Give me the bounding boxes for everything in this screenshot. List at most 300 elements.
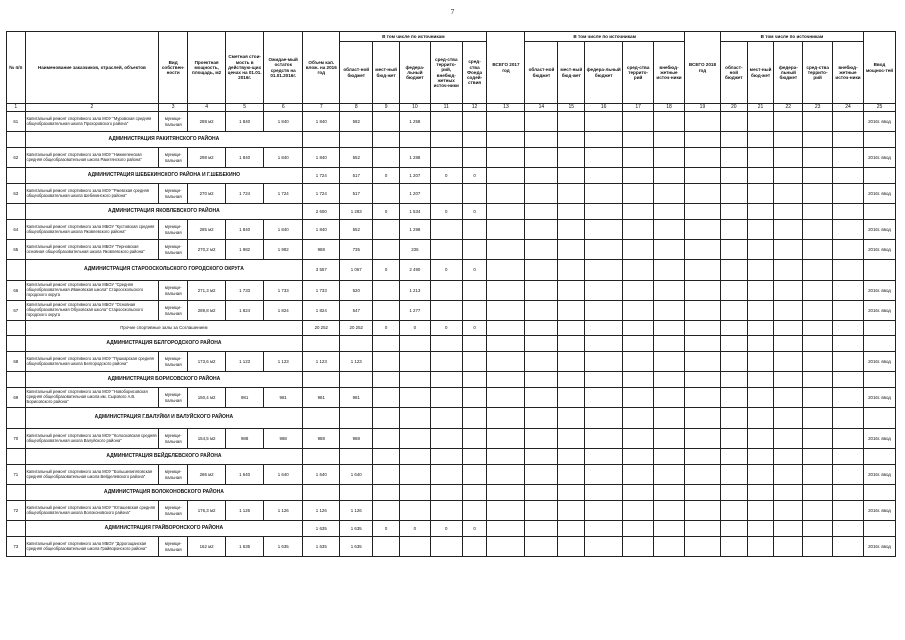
empty-cell [623,485,654,501]
regional-budget-value: 552 [340,220,373,240]
section-fed-value [399,408,430,429]
empty-cell [525,485,558,501]
fund-value [462,465,487,485]
ownership-type: муници-пальная [159,281,188,301]
empty-cell [803,321,833,336]
empty-cell [720,372,747,388]
empty-cell [774,336,803,352]
federal-budget-value: 1 277 [399,301,430,321]
src-fund-header: сред-ства Фонда содей-ствия [462,42,487,104]
empty-cell [720,240,747,260]
section-ter-value: 0 [430,260,462,281]
empty-cell [774,321,803,336]
empty-cell [803,537,833,557]
local-budget-value [373,501,400,521]
row-number: 62 [7,148,26,168]
empty-cell [863,336,895,352]
empty-cell [623,112,654,132]
empty-cell [585,408,623,429]
col-capacity-header: Проектная мощность, площадь, м2 [188,32,226,104]
row-number: 70 [7,429,26,449]
section-ter-value [430,336,462,352]
empty-cell [585,148,623,168]
section-loc-value [373,336,400,352]
empty-cell [774,372,803,388]
section-ter-value: 0 [430,204,462,220]
empty-cell [747,260,774,281]
empty-cell [487,301,525,321]
empty-cell [803,336,833,352]
empty-cell [684,321,720,336]
empty-cell [525,184,558,204]
empty-cell [558,372,585,388]
column-number-cell: 4 [188,104,226,112]
empty-cell [487,352,525,372]
empty-cell [720,132,747,148]
empty-cell [525,449,558,465]
table-row [7,429,896,449]
empty-cell [833,112,864,132]
empty-cell [585,112,623,132]
table-row [7,352,896,372]
empty-cell [747,240,774,260]
empty-cell [585,281,623,301]
empty-cell [720,485,747,501]
empty-cell [654,388,685,408]
federal-budget-value [399,388,430,408]
section-reg-value [340,372,373,388]
column-number-cell: 18 [654,104,685,112]
section-fund-value [462,372,487,388]
col-ownership-header: Вид собствен-ности [159,32,188,104]
empty-cell [654,501,685,521]
estimate-value: 1 733 [226,281,264,301]
empty-cell [833,281,864,301]
estimate-value: 1 640 [226,465,264,485]
empty-cell [684,449,720,465]
remaining-value: 1 640 [264,465,303,485]
empty-cell [684,408,720,429]
empty-cell [833,260,864,281]
input-status: 2016г. ввод [863,501,895,521]
empty-cell [654,408,685,429]
column-number-cell: 25 [863,104,895,112]
section-row [7,260,896,281]
empty-cell [684,485,720,501]
empty-cell [747,112,774,132]
object-name: Капитальный ремонт спортивного зала МОУ "Ржевская средняя общеобразовательная школа Шебекинского района" [25,184,159,204]
fund-value [462,388,487,408]
input-status: 2016г. ввод [863,148,895,168]
empty-cell [525,132,558,148]
input-status: 2016г. ввод [863,465,895,485]
empty-cell [863,204,895,220]
section-row [7,449,896,465]
empty-cell [803,168,833,184]
column-number-cell: 14 [525,104,558,112]
empty-cell [684,336,720,352]
empty-cell [654,112,685,132]
empty-cell [863,321,895,336]
ownership-type: муници-пальная [159,429,188,449]
empty-cell [487,336,525,352]
empty-cell [654,184,685,204]
empty-cell [558,112,585,132]
empty-cell [585,220,623,240]
empty-cell [720,281,747,301]
empty-cell [585,336,623,352]
section-title: АДМИНИСТРАЦИЯ ВЕЙДЕЛЕВСКОГО РАЙОНА [25,449,303,465]
empty-cell [833,168,864,184]
empty-cell [774,148,803,168]
empty-cell [558,388,585,408]
empty-cell [684,168,720,184]
empty-cell [7,449,26,465]
empty-cell [585,168,623,184]
empty-cell [774,168,803,184]
section-row [7,168,896,184]
empty-cell [720,112,747,132]
empty-cell [623,372,654,388]
fund-value [462,112,487,132]
empty-cell [623,408,654,429]
fund-value [462,501,487,521]
local-budget-value [373,281,400,301]
section-fed-value [399,485,430,501]
empty-cell [585,501,623,521]
empty-cell [585,352,623,372]
remaining-value: 1 840 [264,220,303,240]
empty-cell [7,372,26,388]
section-fed-value: 2 490 [399,260,430,281]
empty-cell [833,537,864,557]
section-ter-value [430,132,462,148]
section-vol-value [303,485,340,501]
input-status: 2016г. ввод [863,220,895,240]
empty-cell [684,521,720,537]
empty-cell [803,184,833,204]
empty-cell [833,240,864,260]
local-budget-value [373,429,400,449]
fund-value [462,429,487,449]
empty-cell [558,537,585,557]
section-vol-value [303,372,340,388]
empty-cell [863,521,895,537]
section-fed-value: 0 [399,321,430,336]
object-name: Капитальный ремонт спортивного зала МОУ "Муровская средняя общеобразовательная школа Прохоровского района" [25,112,159,132]
empty-cell [774,204,803,220]
section-title: АДМИНИСТРАЦИЯ БЕЛГОРОДСКОГО РАЙОНА [25,336,303,352]
local-budget-value [373,465,400,485]
local-budget-value [373,148,400,168]
empty-cell [585,429,623,449]
empty-cell [747,321,774,336]
capacity-value: 173,6 м2 [188,352,226,372]
volume-2016-value: 981 [303,388,340,408]
section-vol-value: 20 252 [303,321,340,336]
empty-cell [747,372,774,388]
object-name: Капитальный ремонт спортивного зала МОУ "Юташевская средняя общеобразовательная школа Волоконовского района" [25,501,159,521]
regional-budget-value: 735 [340,240,373,260]
column-number-cell: 10 [399,104,430,112]
table-row [7,112,896,132]
empty-cell [7,336,26,352]
section-fed-value: 0 [399,521,430,537]
empty-cell [720,204,747,220]
territorial-value [430,281,462,301]
empty-cell [747,501,774,521]
section-loc-value: 0 [373,204,400,220]
section-fund-value: 0 [462,321,487,336]
ownership-type: муници-пальная [159,465,188,485]
empty-cell [487,388,525,408]
empty-cell [558,260,585,281]
empty-cell [623,336,654,352]
src-offbudget-header: внебюд-жетные источ-ники [654,42,685,104]
estimate-value: 1 635 [226,537,264,557]
empty-cell [863,408,895,429]
empty-cell [803,112,833,132]
object-name: Капитальный ремонт спортивного зала МОУ "Колосковская средняя общеобразовательная школа Валуйского района" [25,429,159,449]
section-fund-value: 0 [462,260,487,281]
row-number: 66 [7,281,26,301]
volume-2016-value: 1 840 [303,220,340,240]
table-row [7,240,896,260]
empty-cell [684,281,720,301]
total-title: Прочие спортивные залы за Соглашением [25,321,303,336]
empty-cell [774,220,803,240]
empty-cell [654,336,685,352]
empty-cell [7,321,26,336]
empty-cell [525,148,558,168]
empty-cell [654,537,685,557]
section-reg-value: 1 635 [340,521,373,537]
empty-cell [833,132,864,148]
input-status: 2016г. ввод [863,429,895,449]
empty-cell [774,388,803,408]
remaining-value: 1 824 [264,301,303,321]
empty-cell [558,485,585,501]
empty-cell [774,240,803,260]
empty-cell [833,148,864,168]
section-vol-value: 1 635 [303,521,340,537]
territorial-value [430,301,462,321]
empty-cell [774,408,803,429]
empty-cell [654,372,685,388]
section-reg-value [340,132,373,148]
empty-cell [525,388,558,408]
empty-cell [684,465,720,485]
sources-2018-header: В том числе по источникам [720,32,863,42]
row-number: 65 [7,240,26,260]
empty-cell [654,204,685,220]
column-number-cell: 7 [303,104,340,112]
empty-cell [720,321,747,336]
col-volume-2016-header: Объем кап. влож. на 2016 год [303,32,340,104]
section-title: АДМИНИСТРАЦИЯ ГРАЙВОРОНСКОГО РАЙОНА [25,521,303,537]
column-number-cell: 11 [430,104,462,112]
column-number-cell: 17 [623,104,654,112]
local-budget-value [373,184,400,204]
section-loc-value [373,449,400,465]
volume-2016-value: 1 123 [303,352,340,372]
section-fed-value [399,372,430,388]
empty-cell [525,537,558,557]
empty-cell [654,521,685,537]
territorial-value [430,429,462,449]
column-number-row [7,104,896,112]
empty-cell [487,112,525,132]
empty-cell [558,240,585,260]
local-budget-value [373,537,400,557]
estimate-value: 1 724 [226,184,264,204]
empty-cell [747,184,774,204]
table-row [7,148,896,168]
empty-cell [7,485,26,501]
ownership-type: муници-пальная [159,148,188,168]
section-title: АДМИНИСТРАЦИЯ ВОЛОКОНОВСКОГО РАЙОНА [25,485,303,501]
empty-cell [623,321,654,336]
local-budget-value [373,388,400,408]
volume-2016-value: 988 [303,429,340,449]
section-fund-value [462,336,487,352]
column-number-cell: 13 [487,104,525,112]
empty-cell [684,301,720,321]
empty-cell [585,301,623,321]
empty-cell [487,465,525,485]
empty-cell [747,301,774,321]
section-title: АДМИНИСТРАЦИЯ ШЕБЕКИНСКОГО РАЙОНА И Г.ШЕБЕКИНО [25,168,303,184]
empty-cell [747,352,774,372]
sources-2017-header: В том числе по источникам [525,32,684,42]
col-num-header: № п/п [7,32,26,104]
row-number: 72 [7,501,26,521]
empty-cell [720,336,747,352]
empty-cell [833,449,864,465]
empty-cell [525,204,558,220]
empty-cell [623,168,654,184]
empty-cell [803,260,833,281]
volume-2016-value: 1 635 [303,537,340,557]
remaining-value: 988 [264,429,303,449]
empty-cell [7,204,26,220]
capacity-value: 271,3 м2 [188,281,226,301]
src-territorial-header: сред-ства террито-рий [623,42,654,104]
src-local-header: мест-ный бюд-жет [747,42,774,104]
empty-cell [654,465,685,485]
empty-cell [747,521,774,537]
empty-cell [803,485,833,501]
local-budget-value [373,220,400,240]
section-row [7,485,896,501]
fund-value [462,352,487,372]
empty-cell [623,132,654,148]
section-vol-value [303,449,340,465]
capacity-value: 289,8 м2 [188,301,226,321]
local-budget-value [373,112,400,132]
empty-cell [684,501,720,521]
section-fund-value: 0 [462,521,487,537]
row-number: 67 [7,301,26,321]
empty-cell [585,260,623,281]
empty-cell [623,501,654,521]
column-number-cell: 9 [373,104,400,112]
capacity-value: 288 м2 [188,112,226,132]
empty-cell [684,132,720,148]
src-territorial-header: сред-ства террито-рий [803,42,833,104]
section-vol-value [303,408,340,429]
capacity-value: 285 м2 [188,220,226,240]
territorial-value [430,240,462,260]
empty-cell [774,281,803,301]
src-local-header: мест-ный бюд-жет [558,42,585,104]
fund-value [462,281,487,301]
empty-cell [720,352,747,372]
empty-cell [558,301,585,321]
empty-cell [833,352,864,372]
empty-cell [803,240,833,260]
ownership-type: муници-пальная [159,184,188,204]
empty-cell [558,168,585,184]
local-budget-value [373,301,400,321]
capacity-value: 270 м2 [188,184,226,204]
estimate-value: 1 840 [226,112,264,132]
ownership-type: муници-пальная [159,220,188,240]
empty-cell [654,132,685,148]
empty-cell [585,388,623,408]
estimate-value: 1 824 [226,301,264,321]
empty-cell [863,132,895,148]
remaining-value: 1 635 [264,537,303,557]
empty-cell [803,204,833,220]
section-reg-value [340,449,373,465]
column-number-cell: 5 [226,104,264,112]
section-fund-value [462,408,487,429]
column-number-cell: 22 [774,104,803,112]
empty-cell [747,132,774,148]
regional-budget-value: 1 635 [340,537,373,557]
page-number: 7 [450,8,455,16]
empty-cell [654,352,685,372]
empty-cell [803,281,833,301]
federal-budget-value: 236 [399,240,430,260]
col-total-2017-header: ВСЕГО 2017 год [487,32,525,104]
territorial-value [430,501,462,521]
column-number-cell: 20 [720,104,747,112]
empty-cell [623,204,654,220]
estimate-value: 981 [226,388,264,408]
src-federal-header: федера-льный бюджет [585,42,623,104]
empty-cell [487,449,525,465]
row-number: 68 [7,352,26,372]
empty-cell [684,260,720,281]
column-number-cell: 2 [25,104,159,112]
empty-cell [803,132,833,148]
empty-cell [487,260,525,281]
capacity-value: 270,2 м2 [188,240,226,260]
input-status: 2016г. ввод [863,388,895,408]
federal-budget-value [399,352,430,372]
empty-cell [684,204,720,220]
empty-cell [654,240,685,260]
section-title: АДМИНИСТРАЦИЯ ЯКОВЛЕВСКОГО РАЙОНА [25,204,303,220]
empty-cell [623,449,654,465]
regional-budget-value: 547 [340,301,373,321]
empty-cell [684,352,720,372]
empty-cell [833,204,864,220]
section-loc-value: 0 [373,521,400,537]
capacity-value: 286 м2 [188,465,226,485]
